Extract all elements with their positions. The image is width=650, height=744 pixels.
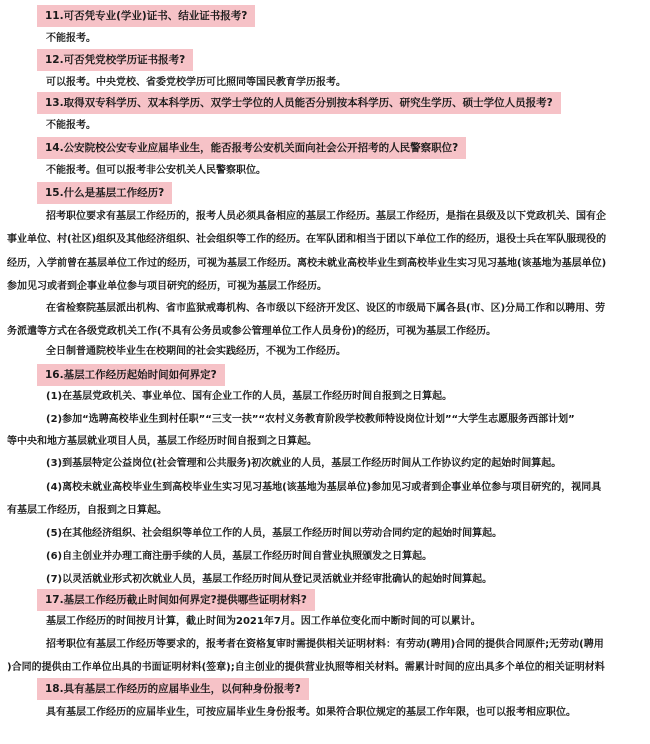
answer-16-item: (5)在其他经济组织、社会组织等单位工作的人员，基层工作经历时间以劳动合同约定的起始时间算起。 bbox=[46, 528, 503, 539]
question-12-heading: 12.可否凭党校学历证书报考? bbox=[37, 49, 193, 71]
answer-15-line: 参加见习或者到企事业单位参与项目研究的经历，可视为基层工作经历。 bbox=[7, 281, 327, 292]
answer-15-line: 经历，入学前曾在基层单位工作过的经历，可视为基层工作经历。离校未就业高校毕业生到高校毕业生实习见习基地(该基地为基层单位) bbox=[7, 258, 607, 269]
question-17-heading: 17.基层工作经历截止时间如何界定?提供哪些证明材料? bbox=[37, 589, 315, 611]
answer-16-item: 等中央和地方基层就业项目人员，基层工作经历时间自报到之日算起。 bbox=[7, 436, 317, 447]
answer-11: 不能报考。 bbox=[46, 33, 96, 44]
question-13-heading: 13.取得双专科学历、双本科学历、双学士学位的人员能否分别按本科学历、研究生学历、硕士学位人员报考? bbox=[37, 92, 561, 114]
question-18-heading: 18.具有基层工作经历的应届毕业生，以何种身份报考? bbox=[37, 678, 309, 700]
question-15-heading: 15.什么是基层工作经历? bbox=[37, 182, 172, 204]
answer-13: 不能报考。 bbox=[46, 120, 96, 131]
answer-18: 具有基层工作经历的应届毕业生，可按应届毕业生身份报考。如果符合职位规定的基层工作年限，也可以报考相应职位。 bbox=[46, 707, 576, 718]
answer-15-line: 事业单位、村(社区)组织及其他经济组织、社会组织等工作的经历。在军队团和相当于团以下单位工作的经历，退役士兵在军队服现役的 bbox=[7, 234, 607, 245]
answer-15-line: 全日制普通院校毕业生在校期间的社会实践经历，不视为工作经历。 bbox=[46, 346, 346, 357]
answer-12: 可以报考。中央党校、省委党校学历可比照同等国民教育学历报考。 bbox=[46, 77, 346, 88]
answer-16-item: (1)在基层党政机关、事业单位、国有企业工作的人员，基层工作经历时间自报到之日算起。 bbox=[46, 391, 453, 402]
answer-17-line: 基层工作经历的时间按月计算，截止时间为2021年7月。因工作单位变化而中断时间的可以累计。 bbox=[46, 616, 481, 627]
answer-16-item: (4)离校未就业高校毕业生到高校毕业生实习见习基地(该基地为基层单位)参加见习或者到企事业单位参与项目研究的，视同具 bbox=[46, 482, 602, 493]
answer-14: 不能报考。但可以报考非公安机关人民警察职位。 bbox=[46, 165, 266, 176]
answer-17-line: 招考职位有基层工作经历等要求的，报考者在资格复审时需提供相关证明材料：有劳动(聘用)合同的提供合同原件;无劳动(聘用 bbox=[46, 639, 604, 650]
answer-16-item: (7)以灵活就业形式初次就业人员，基层工作经历时间从登记灵活就业并经审批确认的起始时间算起。 bbox=[46, 574, 493, 585]
answer-15-line: 务派遣等方式在各级党政机关工作(不具有公务员或参公管理单位工作人员身份)的经历，可视为基层工作经历。 bbox=[7, 326, 497, 337]
answer-15-line: 在省检察院基层派出机构、省市监狱戒毒机构、各市级以下经济开发区、设区的市级局下属各县(市、区)分局工作和以聘用、劳 bbox=[46, 303, 606, 314]
question-14-heading: 14.公安院校公安专业应届毕业生，能否报考公安机关面向社会公开招考的人民警察职位? bbox=[37, 137, 466, 159]
answer-17-line: )合同的提供由工作单位出具的书面证明材料(签章);自主创业的提供营业执照等相关材料。需累计时间的应出具多个单位的相关证明材料 bbox=[7, 662, 605, 673]
answer-16-item: (6)自主创业并办理工商注册手续的人员，基层工作经历时间自营业执照颁发之日算起。 bbox=[46, 551, 433, 562]
answer-16-item: 有基层工作经历，自报到之日算起。 bbox=[7, 505, 167, 516]
question-11-heading: 11.可否凭专业(学业)证书、结业证书报考? bbox=[37, 5, 255, 27]
question-16-heading: 16.基层工作经历起始时间如何界定? bbox=[37, 364, 225, 386]
answer-16-item: (3)到基层特定公益岗位(社会管理和公共服务)初次就业的人员，基层工作经历时间从工作协议约定的起始时间算起。 bbox=[46, 458, 562, 469]
answer-16-item: (2)参加“选聘高校毕业生到村任职”“三支一扶”“农村义务教育阶段学校教师特设岗位计划”“大学生志愿服务西部计划” bbox=[46, 414, 575, 425]
answer-15-line: 招考职位要求有基层工作经历的，报考人员必须具备相应的基层工作经历。基层工作经历，是指在县级及以下党政机关、国有企 bbox=[46, 211, 606, 222]
